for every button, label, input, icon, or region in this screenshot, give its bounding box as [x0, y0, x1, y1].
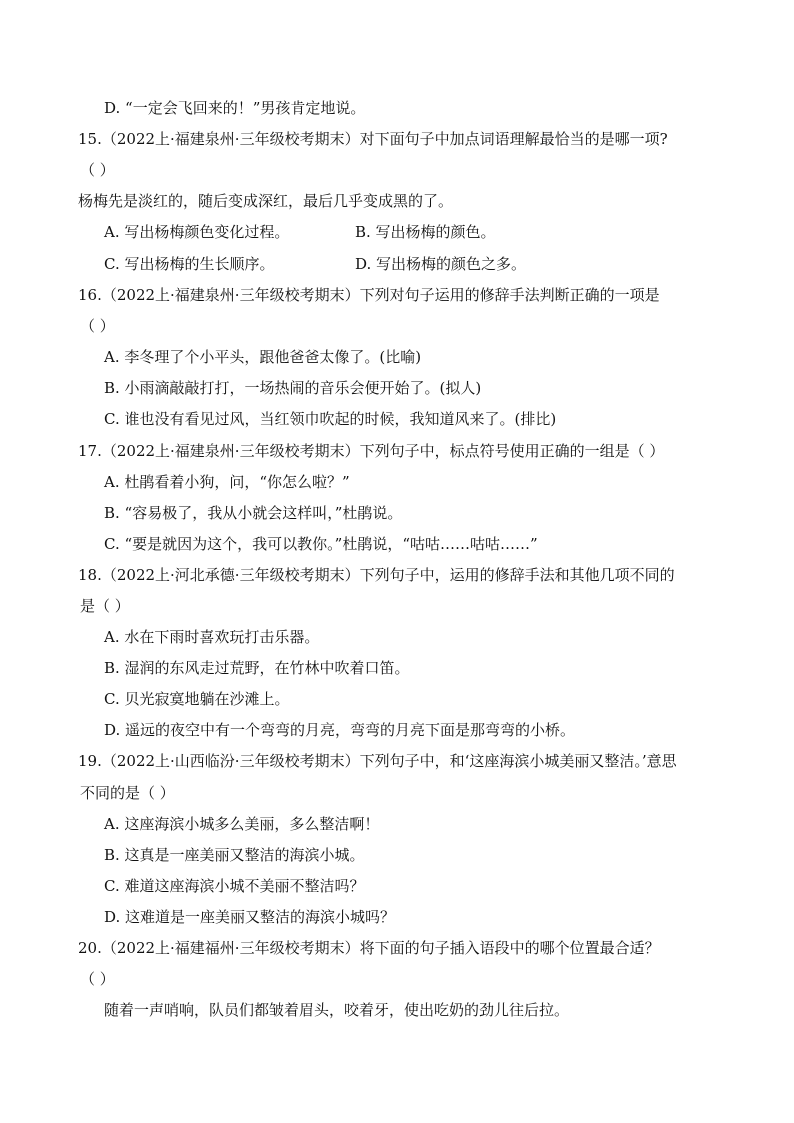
q18-option-c: C. 贝光寂寞地躺在沙滩上。 — [104, 690, 290, 708]
q16-answer-blank: （ ） — [80, 317, 115, 335]
q16-option-a: A. 李冬理了个小平头，跟他爸爸太像了。(比喻) — [104, 348, 422, 366]
q15-sentence: 杨梅先是淡红的，随后变成深红，最后几乎变成黑的了。 — [78, 192, 454, 210]
q16-stem: 16.（2022上·福建泉州·三年级校考期末）下列对句子运用的修辞手法判断正确的一项是 — [78, 286, 660, 304]
q15-option-c: C. 写出杨梅的生长顺序。 — [104, 255, 275, 273]
q18-option-d: D. 遥远的夜空中有一个弯弯的月亮，弯弯的月亮下面是那弯弯的小桥。 — [104, 721, 576, 739]
q17-option-c: C. “要是就因为这个，我可以教你。”杜鹃说，“咕咕……咕咕……” — [104, 535, 538, 553]
q15-option-a: A. 写出杨梅颜色变化过程。 — [104, 223, 290, 241]
q15-option-d: D. 写出杨梅的颜色之多。 — [355, 255, 527, 273]
q15-stem: 15.（2022上·福建泉州·三年级校考期末）对下面句子中加点词语理解最恰当的是哪一项? — [78, 130, 668, 148]
q19-option-b: B. 这真是一座美丽又整洁的海滨小城。 — [104, 846, 365, 864]
q16-option-b: B. 小雨滴敲敲打打，一场热闹的音乐会便开始了。(拟人) — [104, 379, 482, 397]
q19-option-a: A. 这座海滨小城多么美丽，多么整洁啊！ — [104, 815, 380, 833]
q17-stem: 17.（2022上·福建泉州·三年级校考期末）下列句子中，标点符号使用正确的一组是（ ） — [78, 442, 665, 460]
q18-option-b: B. 湿润的东风走过荒野，在竹林中吹着口笛。 — [104, 659, 410, 677]
q19-stem: 19.（2022上·山西临汾·三年级校考期末）下列句子中，和‘这座海滨小城美丽又整洁。’意思 — [78, 752, 677, 770]
q20-sentence: 随着一声哨响，队员们都皱着眉头，咬着牙，使出吃奶的劲儿往后拉。 — [104, 1001, 570, 1019]
q20-answer-blank: （ ） — [80, 970, 115, 988]
q17-option-b: B. “容易极了，我从小就会这样叫，”杜鹃说。 — [104, 504, 403, 522]
q19-stem-continuation: 不同的是（ ） — [80, 784, 175, 802]
q15-answer-blank: （ ） — [80, 161, 115, 179]
q16-option-c: C. 谁也没有看见过风，当红领巾吹起的时候，我知道风来了。(排比) — [104, 410, 557, 428]
q18-stem: 18.（2022上·河北承德·三年级校考期末）下列句子中，运用的修辞手法和其他几项不同的 — [78, 566, 675, 584]
q15-option-b: B. 写出杨梅的颜色。 — [355, 223, 496, 241]
q17-option-a: A. 杜鹃看着小狗，问，“你怎么啦？” — [104, 473, 350, 491]
q18-stem-continuation: 是（ ） — [80, 597, 130, 615]
q18-option-a: A. 水在下雨时喜欢玩打击乐器。 — [104, 628, 320, 646]
q14-option-d: D. “一定会飞回来的！”男孩肯定地说。 — [104, 99, 366, 117]
q20-stem: 20.（2022上·福建福州·三年级校考期末）将下面的句子插入语段中的哪个位置最合适？ — [78, 939, 660, 957]
q19-option-d: D. 这难道是一座美丽又整洁的海滨小城吗？ — [104, 908, 396, 926]
q19-option-c: C. 难道这座海滨小城不美丽不整洁吗？ — [104, 877, 365, 895]
